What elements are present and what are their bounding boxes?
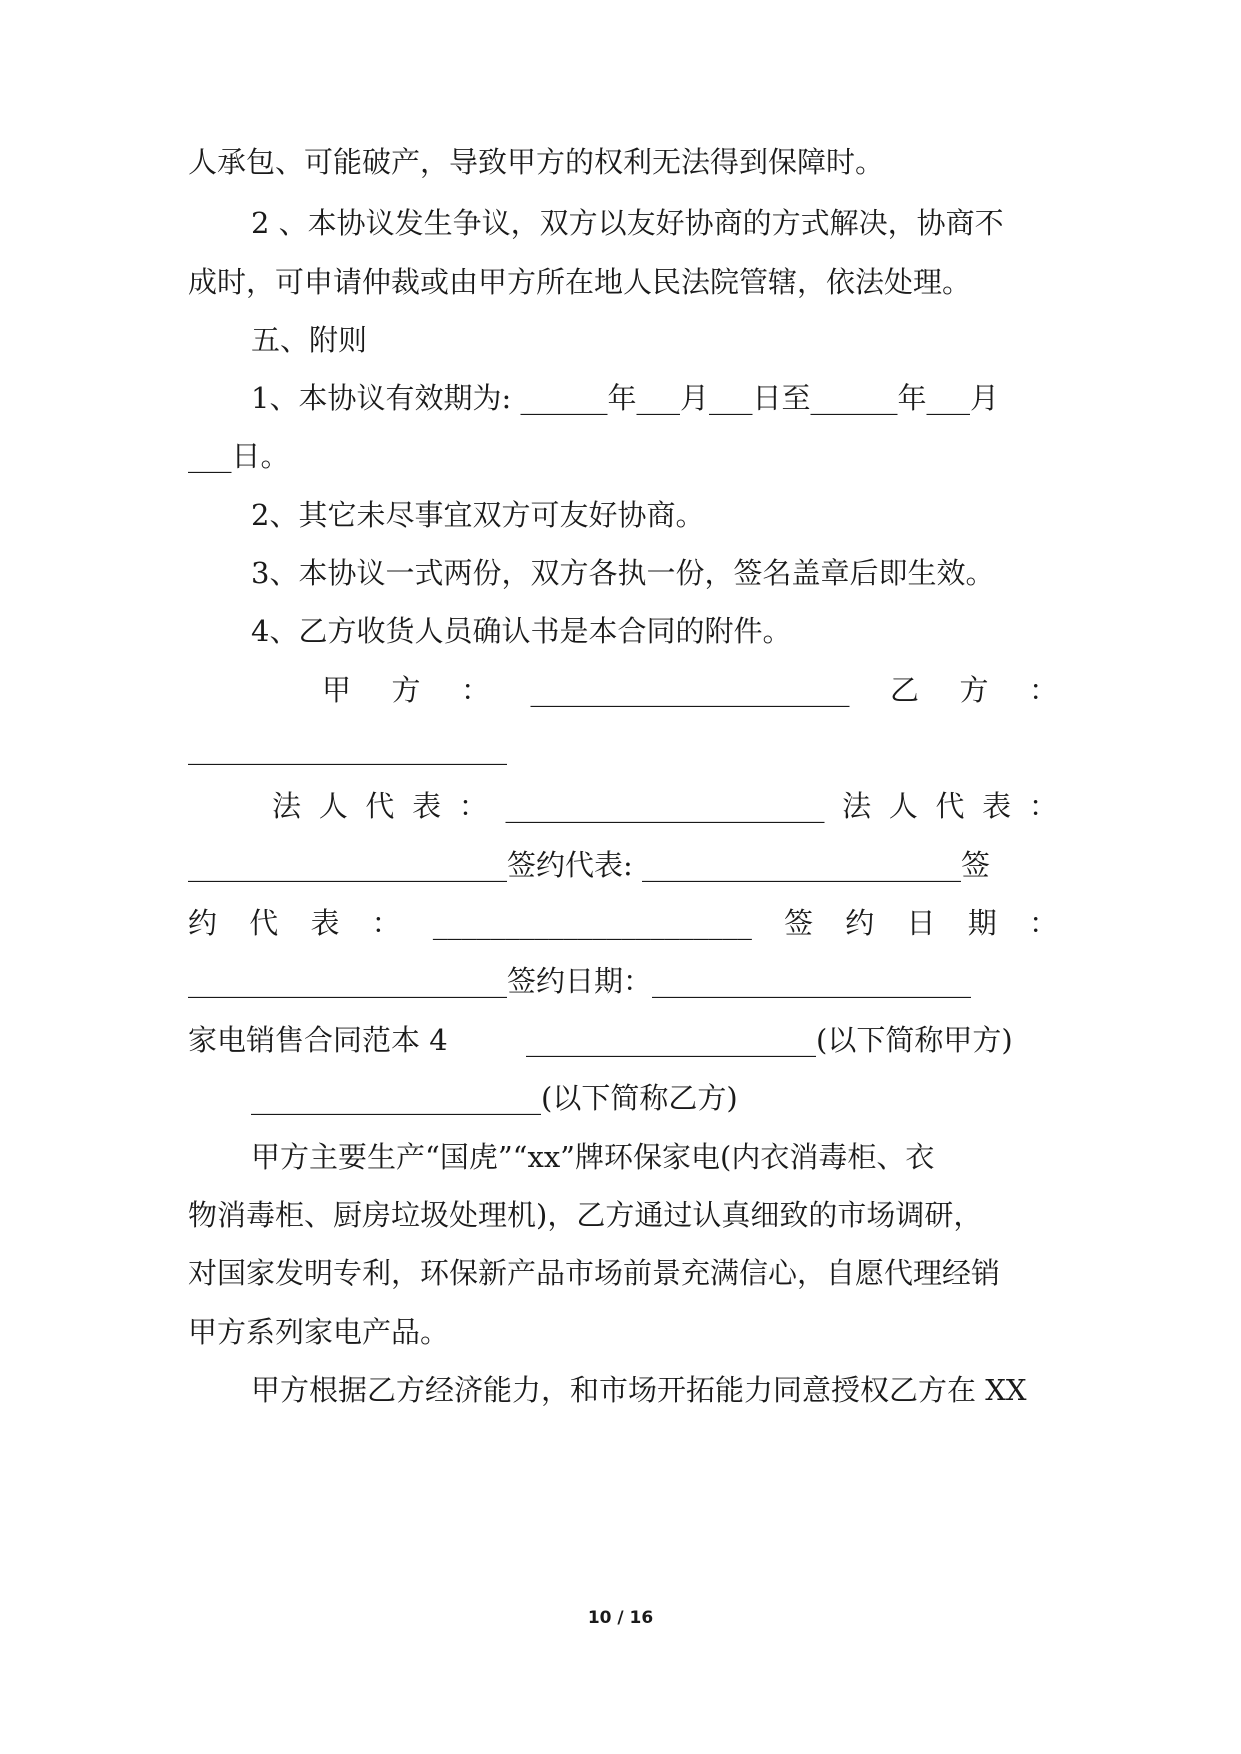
- sign-row-sign-date: [188, 903, 1058, 943]
- sign-char: ：: [371, 906, 401, 940]
- text-line: 人承包、可能破产，导致甲方的权利无法得到保障时。: [188, 145, 885, 179]
- sign-char: ：: [1028, 906, 1058, 940]
- sign-row-legal-rep: [272, 786, 1058, 826]
- sign-char: ：: [1028, 673, 1058, 707]
- sign-char: 约: [188, 906, 218, 940]
- sign-char: 代: [249, 906, 279, 940]
- sign-char: 甲: [322, 673, 352, 707]
- signature-blank: ______________________: [530, 673, 850, 707]
- page-number: 10 / 16: [587, 1608, 654, 1628]
- sign-char: 方: [391, 673, 421, 707]
- sign-char: ：: [461, 673, 491, 707]
- sign-char: ：: [1028, 789, 1058, 823]
- text-line: 3、本协议一式两份，双方各执一份，签名盖章后即生效。: [251, 556, 995, 590]
- text-line: 4、乙方收货人员确认书是本合同的附件。: [251, 614, 792, 648]
- party-a-line: ____________________(以下简称甲方): [526, 1023, 1013, 1057]
- sign-row-sign-rep: ______________________签约代表: ______________________签: [188, 848, 990, 882]
- party-b-line: ____________________(以下简称乙方): [251, 1081, 738, 1115]
- sign-char: 方: [959, 673, 989, 707]
- text-line: 1、本协议有效期为: ______年___月___日至______年___月: [251, 381, 999, 415]
- text-line: ___日。: [188, 439, 290, 473]
- sign-char: 代: [935, 789, 965, 823]
- sign-char: 乙: [889, 673, 919, 707]
- sign-char: 代: [365, 789, 395, 823]
- text-line: 成时，可申请仲裁或由甲方所在地人民法院管辖，依法处理。: [188, 265, 972, 299]
- sign-row-party: [322, 670, 1058, 710]
- text-line: 甲方主要生产“国虎”“xx”牌环保家电(内衣消毒柜、衣: [251, 1140, 935, 1174]
- sign-char: 法: [272, 789, 302, 823]
- section-heading: 五、附则: [251, 323, 368, 357]
- text-line: 物消毒柜、厨房垃圾处理机)，乙方通过认真细致的市场调研，: [188, 1198, 983, 1232]
- text-line: 甲方根据乙方经济能力，和市场开拓能力同意授权乙方在 XX: [251, 1373, 1027, 1407]
- signature-blank: ______________________: [432, 906, 752, 940]
- sign-char: 表: [412, 789, 442, 823]
- sign-char: 约: [845, 906, 875, 940]
- sign-char: 人: [318, 789, 348, 823]
- sign-char: 期: [967, 906, 997, 940]
- sign-char: 日: [906, 906, 936, 940]
- sign-char: 法: [842, 789, 872, 823]
- text-line: 对国家发明专利，环保新产品市场前景充满信心，自愿代理经销: [188, 1256, 1001, 1290]
- sign-char: 签: [784, 906, 814, 940]
- sign-row-date: ______________________签约日期：______________________: [188, 964, 972, 998]
- text-line: 2、其它未尽事宜双方可友好协商。: [251, 498, 705, 532]
- signature-blank: ______________________: [505, 789, 825, 823]
- signature-blank: ______________________: [188, 731, 507, 765]
- sign-char: ：: [458, 789, 488, 823]
- text-line: 2 、本协议发生争议，双方以友好协商的方式解决，协商不: [251, 206, 1004, 240]
- sign-char: 表: [310, 906, 340, 940]
- sign-char: 人: [888, 789, 918, 823]
- text-line: 甲方系列家电产品。: [188, 1315, 450, 1349]
- contract-title: 家电销售合同范本 4: [188, 1023, 448, 1057]
- sign-char: 表: [982, 789, 1012, 823]
